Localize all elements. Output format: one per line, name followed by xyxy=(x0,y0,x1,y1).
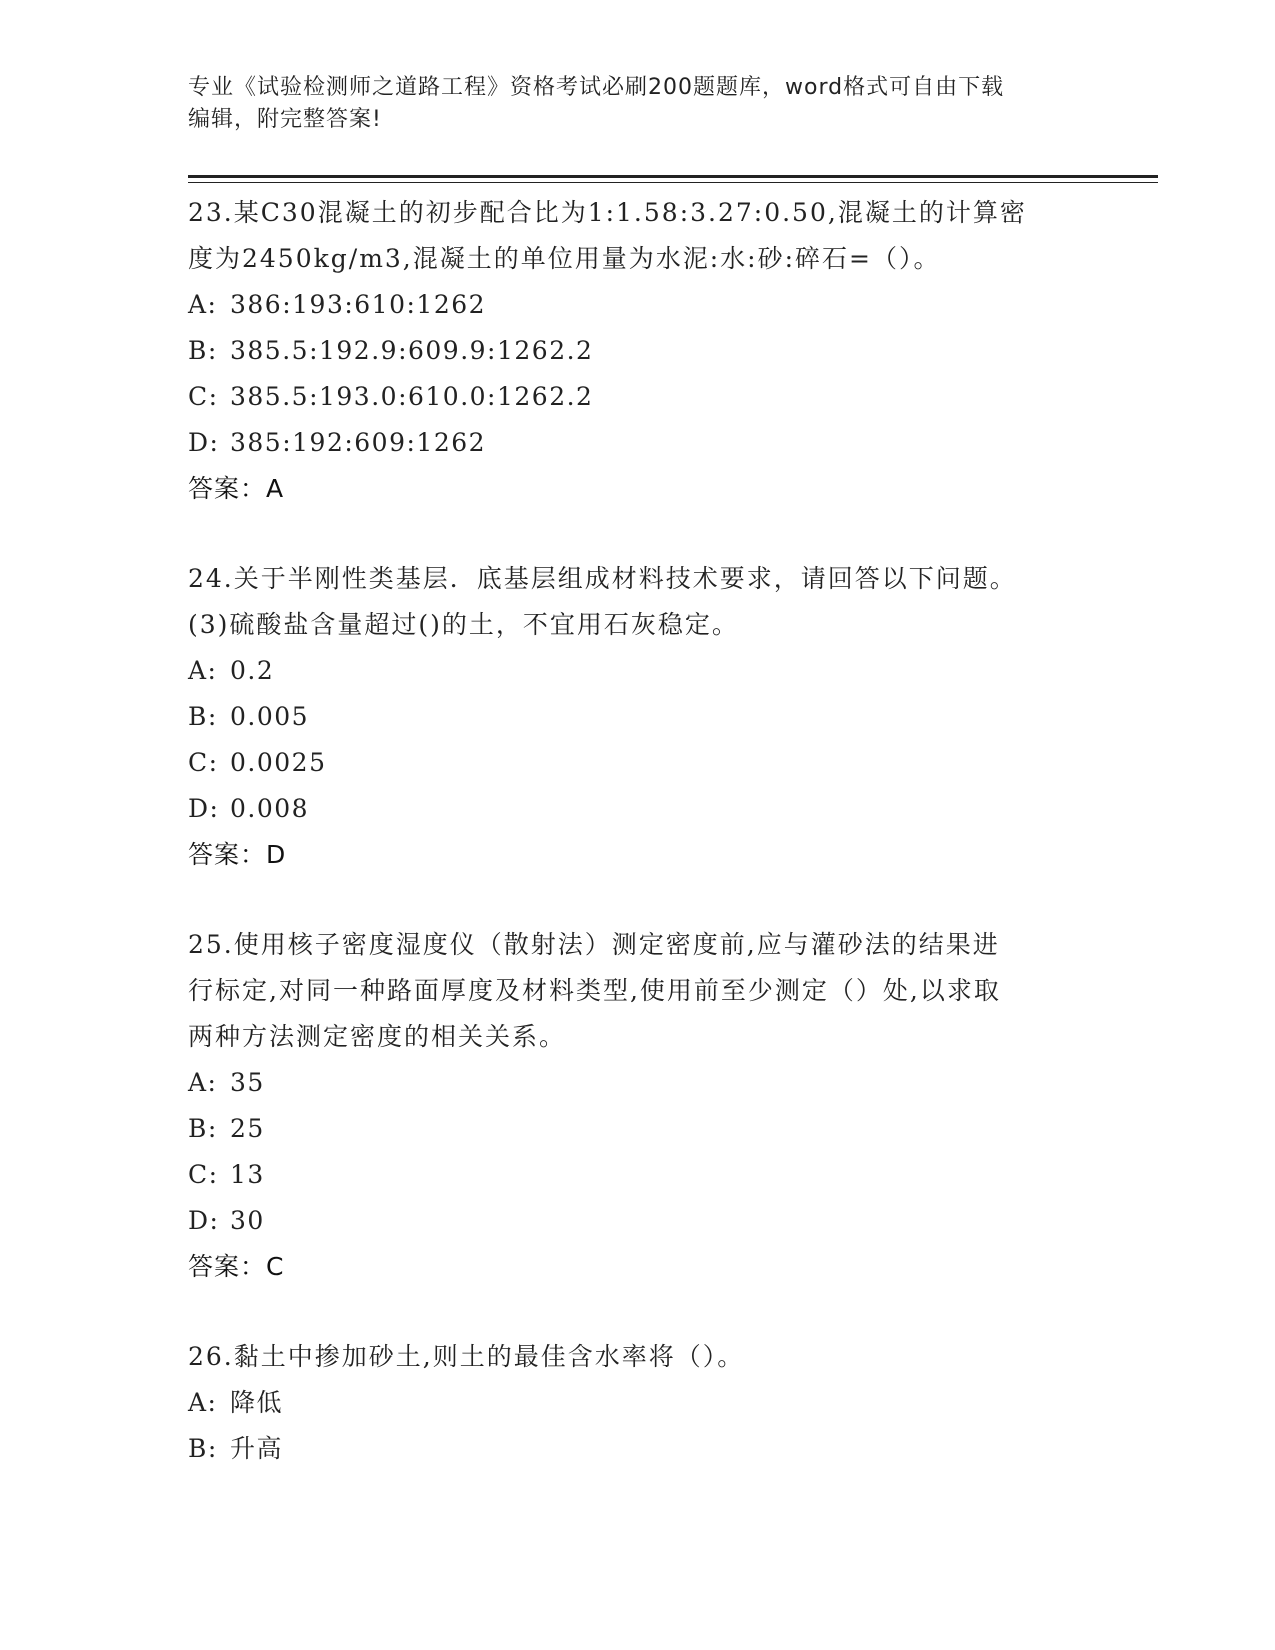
option-letter: A: xyxy=(188,1388,218,1417)
option-d xyxy=(188,786,1088,832)
option-text: 0.0025 xyxy=(230,748,327,777)
option-d xyxy=(188,1198,1088,1244)
option-text: 升高 xyxy=(230,1434,284,1463)
option-text: 0.008 xyxy=(230,794,310,823)
option-b xyxy=(188,694,1088,740)
option-text: 385.5:192.9:609.9:1262.2 xyxy=(230,336,594,365)
option-letter: A: xyxy=(188,1068,218,1097)
option-text: 385:192:609:1262 xyxy=(230,428,487,457)
answer-line: 答案：D xyxy=(188,840,287,869)
option-b xyxy=(188,328,1088,374)
option-a xyxy=(188,282,1088,328)
option-a xyxy=(188,1060,1088,1106)
option-letter: C: xyxy=(188,748,219,777)
question-text-line: (3)硫酸盐含量超过()的土，不宜用石灰稳定。 xyxy=(188,610,739,639)
question-spacer xyxy=(188,512,1088,556)
option-text: 386:193:610:1262 xyxy=(230,290,487,319)
question-text-line: 24.关于半刚性类基层．底基层组成材料技术要求，请回答以下问题。 xyxy=(188,564,1017,593)
option-letter: D: xyxy=(188,428,220,457)
option-letter: D: xyxy=(188,1206,220,1235)
question-text-line: 23.某C30混凝土的初步配合比为1:1.58:3.27:0.50,混凝土的计算密 xyxy=(188,198,1027,227)
option-text: 0.005 xyxy=(230,702,310,731)
header-line-1: 专业《试验检测师之道路工程》资格考试必刷200题题库，word格式可自由下载 xyxy=(188,75,1005,100)
option-letter: A: xyxy=(188,656,218,685)
option-letter: B: xyxy=(188,702,218,731)
option-text: 35 xyxy=(230,1068,265,1097)
answer-line: 答案：A xyxy=(188,474,285,503)
option-text: 降低 xyxy=(230,1388,284,1417)
option-c xyxy=(188,374,1088,420)
option-c xyxy=(188,740,1088,786)
header-divider-thin xyxy=(188,182,1158,183)
answer-line: 答案：C xyxy=(188,1252,285,1281)
question-23 xyxy=(188,190,1088,512)
question-24 xyxy=(188,556,1088,878)
option-letter: D: xyxy=(188,794,220,823)
question-text-line: 25.使用核子密度湿度仪（散射法）测定密度前,应与灌砂法的结果进 xyxy=(188,930,1000,959)
option-letter: B: xyxy=(188,1114,218,1143)
header-divider-thick xyxy=(188,175,1158,178)
question-text-line: 两种方法测定密度的相关关系。 xyxy=(188,1022,567,1051)
question-spacer xyxy=(188,878,1088,922)
option-a xyxy=(188,1380,1088,1426)
question-spacer xyxy=(188,1290,1088,1334)
option-letter: B: xyxy=(188,1434,218,1463)
option-text: 385.5:193.0:610.0:1262.2 xyxy=(230,382,594,411)
option-letter: A: xyxy=(188,290,218,319)
option-b xyxy=(188,1106,1088,1152)
option-text: 0.2 xyxy=(230,656,275,685)
question-26 xyxy=(188,1334,1088,1472)
option-d xyxy=(188,420,1088,466)
option-letter: B: xyxy=(188,336,218,365)
option-text: 13 xyxy=(230,1160,265,1189)
question-text-line: 度为2450kg/m3,混凝土的单位用量为水泥:水:砂:碎石=（）。 xyxy=(188,244,941,273)
option-a xyxy=(188,648,1088,694)
option-letter: C: xyxy=(188,1160,219,1189)
option-letter: C: xyxy=(188,382,219,411)
header-line-2: 编辑，附完整答案! xyxy=(188,107,382,132)
question-text-line: 26.黏土中掺加砂土,则土的最佳含水率将（）。 xyxy=(188,1342,745,1371)
option-c xyxy=(188,1152,1088,1198)
question-25 xyxy=(188,922,1088,1290)
document-header xyxy=(188,72,1068,136)
option-text: 30 xyxy=(230,1206,265,1235)
question-text-line: 行标定,对同一种路面厚度及材料类型,使用前至少测定（）处,以求取 xyxy=(188,976,1001,1005)
option-text: 25 xyxy=(230,1114,265,1143)
option-b xyxy=(188,1426,1088,1472)
question-list xyxy=(188,190,1088,1472)
